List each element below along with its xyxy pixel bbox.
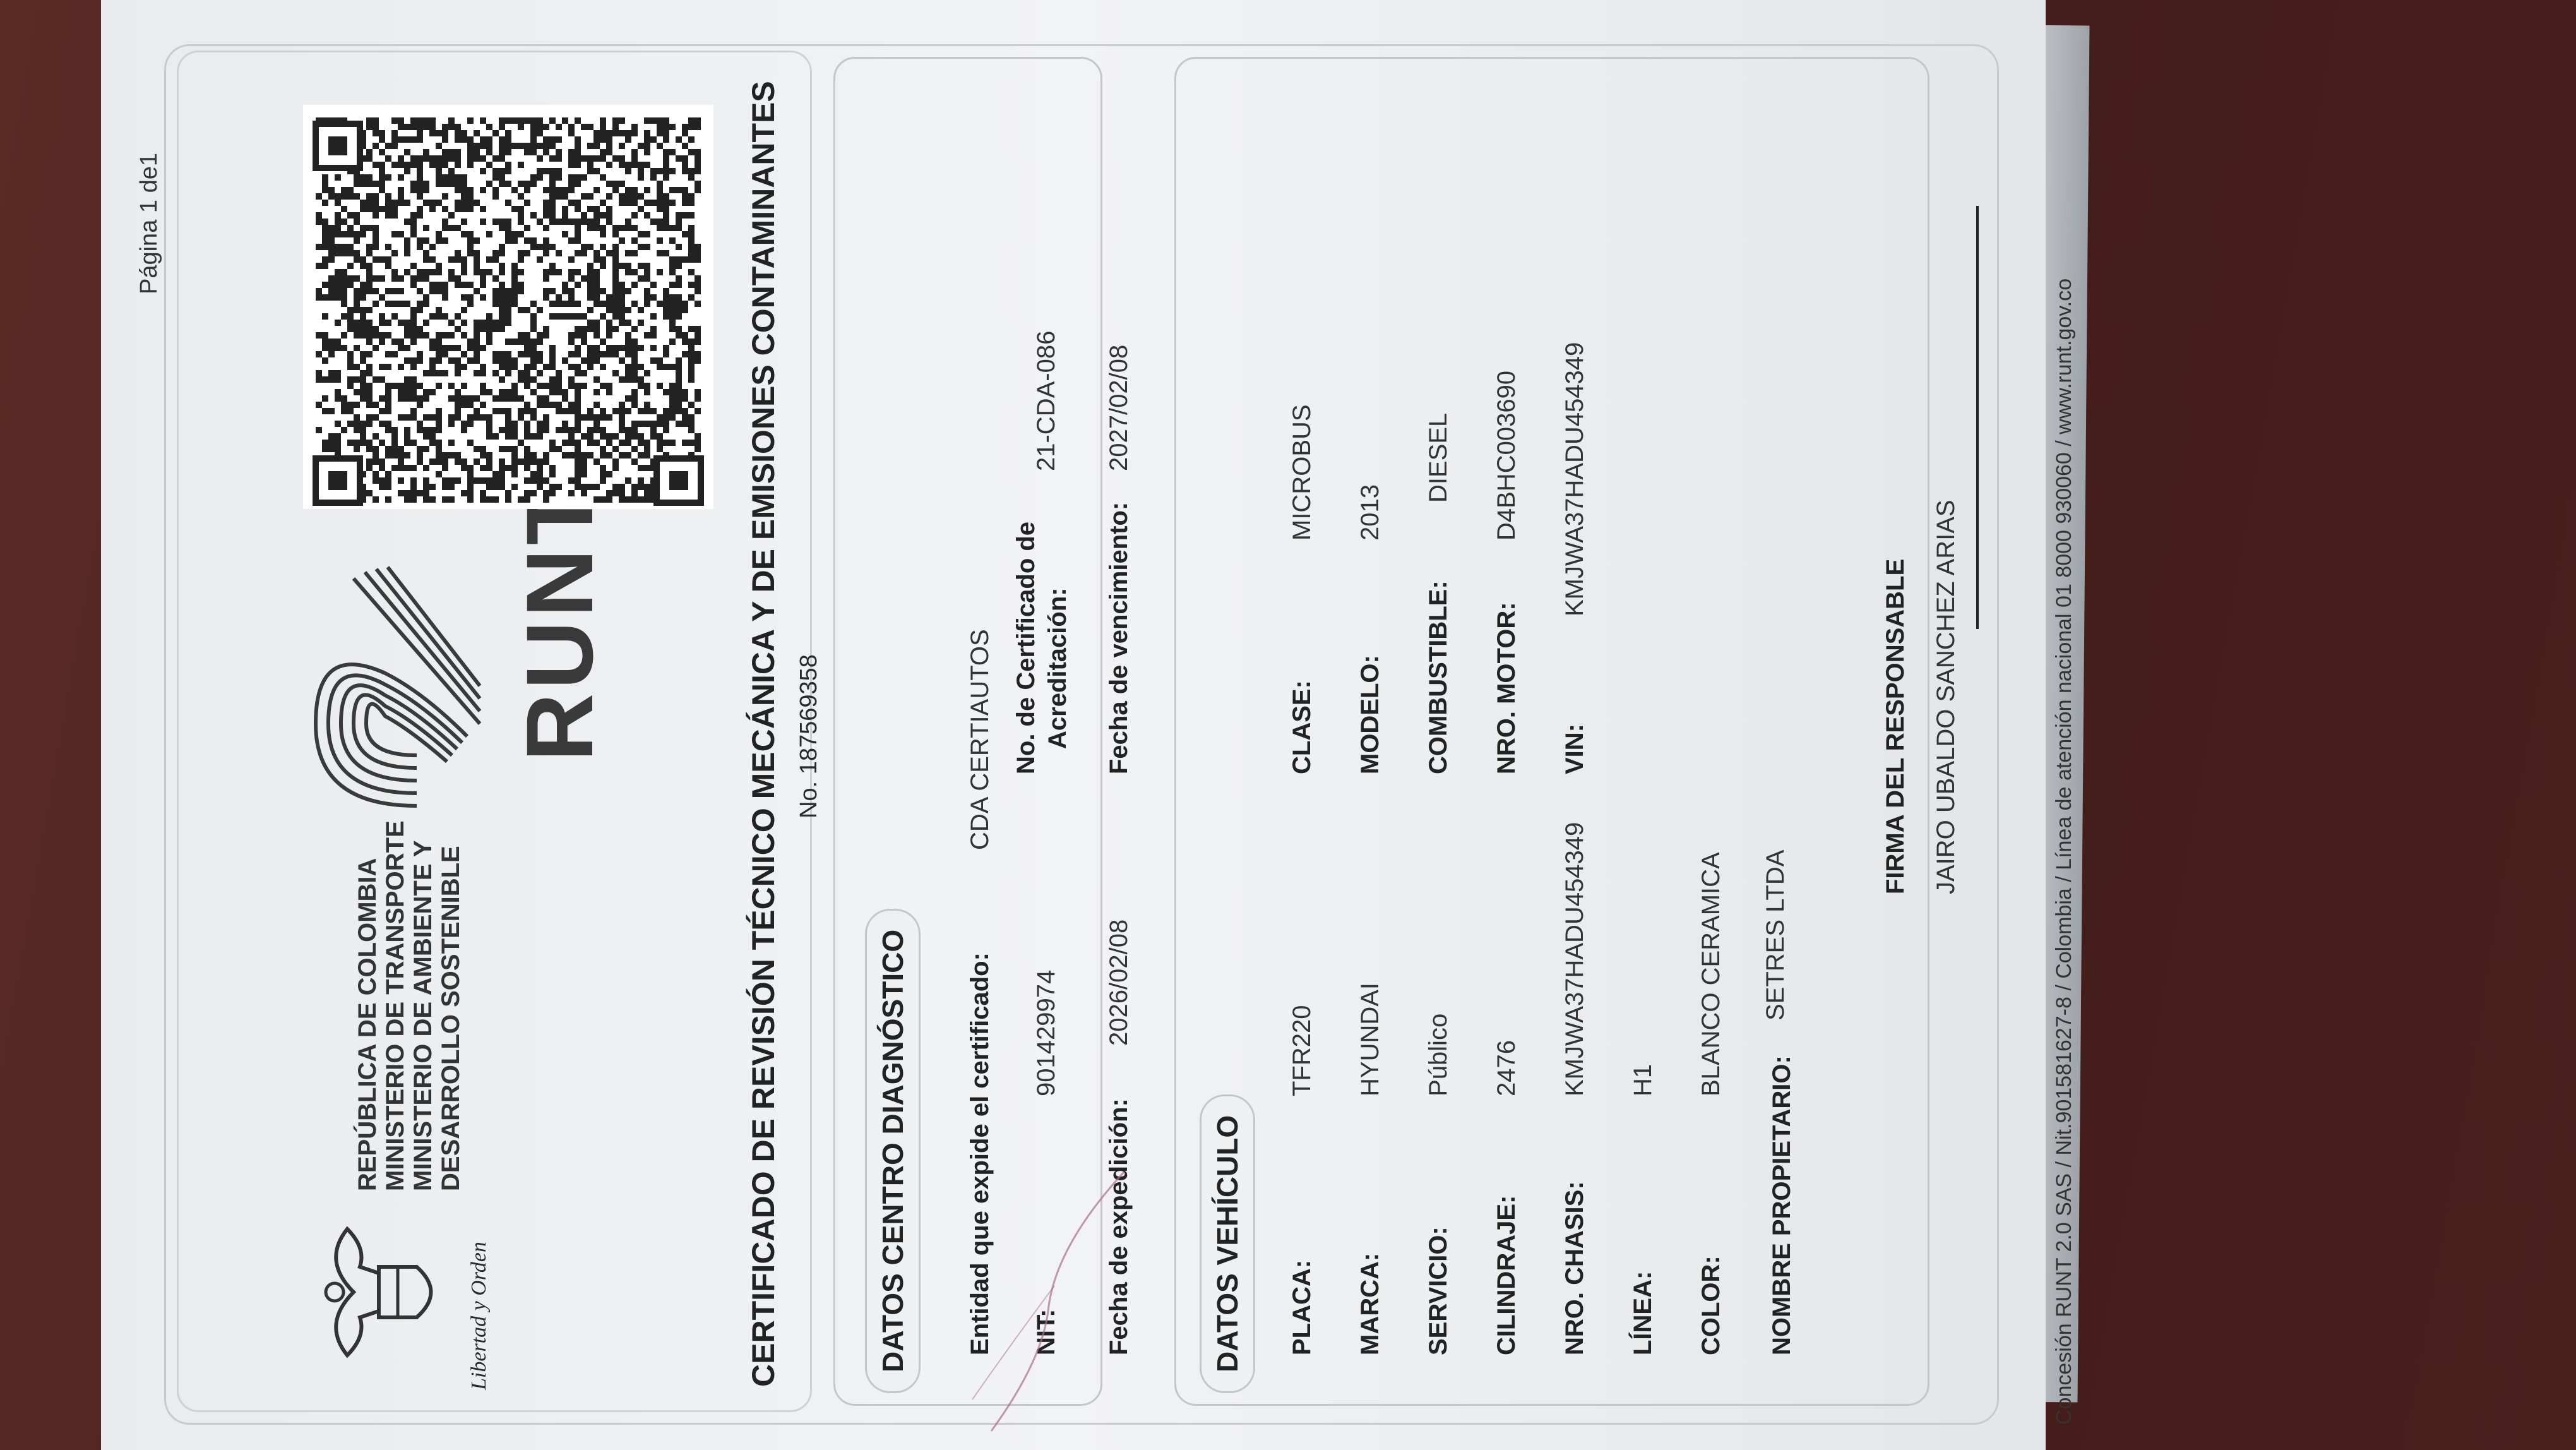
government-motto: Libertad y Orden xyxy=(467,1242,491,1390)
centro-section-heading: DATOS CENTRO DIAGNÓSTICO xyxy=(865,909,921,1393)
vehiculo-field-label: VIN: xyxy=(1561,724,1589,774)
firma-name: JAIRO UBALDO SANCHEZ ARIAS xyxy=(1932,500,1960,894)
vencimiento-value: 2027/02/08 xyxy=(1105,344,1133,471)
runt-logo xyxy=(290,483,619,856)
vehiculo-field-label: MARCA: xyxy=(1356,1252,1384,1355)
qr-finder-pattern xyxy=(316,124,360,168)
vehiculo-field-label: NRO. CHASIS: xyxy=(1561,1181,1589,1355)
firma-label: FIRMA DEL RESPONSABLE xyxy=(1881,558,1909,894)
vehiculo-field-value: 2013 xyxy=(1356,484,1384,541)
ministry-line: MINISTERIO DE TRANSPORTE xyxy=(381,820,409,1191)
acreditacion-label-line: Acreditación: xyxy=(1044,587,1071,749)
qr-finder-pattern xyxy=(316,458,360,503)
vehiculo-field-value: BLANCO CERAMICA xyxy=(1697,852,1725,1096)
page-number: Página 1 de1 xyxy=(136,153,162,294)
vehiculo-field-label: LÍNEA: xyxy=(1629,1271,1657,1355)
expedicion-value: 2026/02/08 xyxy=(1105,919,1133,1046)
qr-modules xyxy=(316,117,701,503)
runt-logo-icon xyxy=(290,566,499,831)
certificate-number: No. 187569358 xyxy=(796,654,822,818)
ministry-line: MINISTERIO DE AMBIENTE Y xyxy=(409,840,437,1191)
vehiculo-field-value: D4BHC003690 xyxy=(1493,370,1520,541)
vencimiento-label: Fecha de vencimiento: xyxy=(1105,501,1133,774)
vehiculo-field-label: CLASE: xyxy=(1288,680,1316,774)
qr-code-icon xyxy=(303,105,713,509)
footer-text: Concesión RUNT 2.0 SAS / Nit.901581627-8 / Colombia / Línea de atención nacional 01 8000 930060 / www.runt.gov.co xyxy=(2052,278,2076,1425)
ministry-line: DESARROLLO SOSTENIBLE xyxy=(437,846,465,1191)
ministries-block xyxy=(354,820,465,1191)
vehiculo-field-label: PLACA: xyxy=(1288,1259,1316,1355)
vehiculo-section-heading: DATOS VEHÍCULO xyxy=(1200,1094,1255,1393)
vehiculo-field-value: HYUNDAI xyxy=(1356,982,1384,1096)
scribble-mark-icon xyxy=(966,1109,1130,1437)
vehiculo-field-value: Público xyxy=(1424,1013,1452,1096)
expedicion-label: Fecha de expedición: xyxy=(1105,1098,1133,1355)
entidad-value: CDA CERTIAUTOS xyxy=(966,629,994,850)
vehiculo-field-value: TFR220 xyxy=(1288,1005,1316,1096)
vehiculo-field-value: KMJWA37HADU454349 xyxy=(1561,822,1589,1096)
vehiculo-field-value: KMJWA37HADU454349 xyxy=(1561,342,1589,616)
runt-logo-text: RUNT xyxy=(506,483,612,762)
propietario-value: SETRES LTDA xyxy=(1762,849,1789,1021)
vehiculo-field-label: CILINDRAJE: xyxy=(1493,1195,1520,1355)
propietario-label: NOMBRE PROPIETARIO: xyxy=(1768,1055,1796,1355)
vehiculo-field-value: H1 xyxy=(1629,1064,1657,1096)
signature-line xyxy=(1976,206,1979,629)
vehiculo-field-label: SERVICIO: xyxy=(1424,1226,1452,1355)
vehiculo-field-label: NRO. MOTOR: xyxy=(1493,602,1520,774)
nit-value: 901429974 xyxy=(1032,969,1060,1096)
certificate-title: CERTIFICADO DE REVISIÓN TÉCNICO MECÁNICA Y DE EMISIONES CONTAMINANTES xyxy=(746,81,781,1387)
vehiculo-field-label: COLOR: xyxy=(1697,1255,1725,1355)
entidad-label: Entidad que expide el certificado: xyxy=(966,952,994,1355)
vehiculo-field-label: MODELO: xyxy=(1356,655,1384,774)
vehiculo-field-value: MICROBUS xyxy=(1288,404,1316,541)
acreditacion-value: 21-CDA-086 xyxy=(1032,330,1060,471)
vehiculo-field-value: DIESEL xyxy=(1424,412,1452,503)
certificate-document xyxy=(101,0,2076,1450)
acreditacion-label-line: No. de Certificado de xyxy=(1012,521,1040,774)
coat-of-arms-icon xyxy=(309,1216,455,1368)
vehiculo-field-value: 2476 xyxy=(1493,1040,1520,1096)
acreditacion-label xyxy=(1010,522,1073,774)
nit-label: NIT: xyxy=(1032,1309,1060,1355)
vehiculo-field-label: COMBUSTIBLE: xyxy=(1424,580,1452,774)
ministry-line: REPÚBLICA DE COLOMBIA xyxy=(354,858,381,1191)
qr-finder-pattern xyxy=(657,458,701,503)
